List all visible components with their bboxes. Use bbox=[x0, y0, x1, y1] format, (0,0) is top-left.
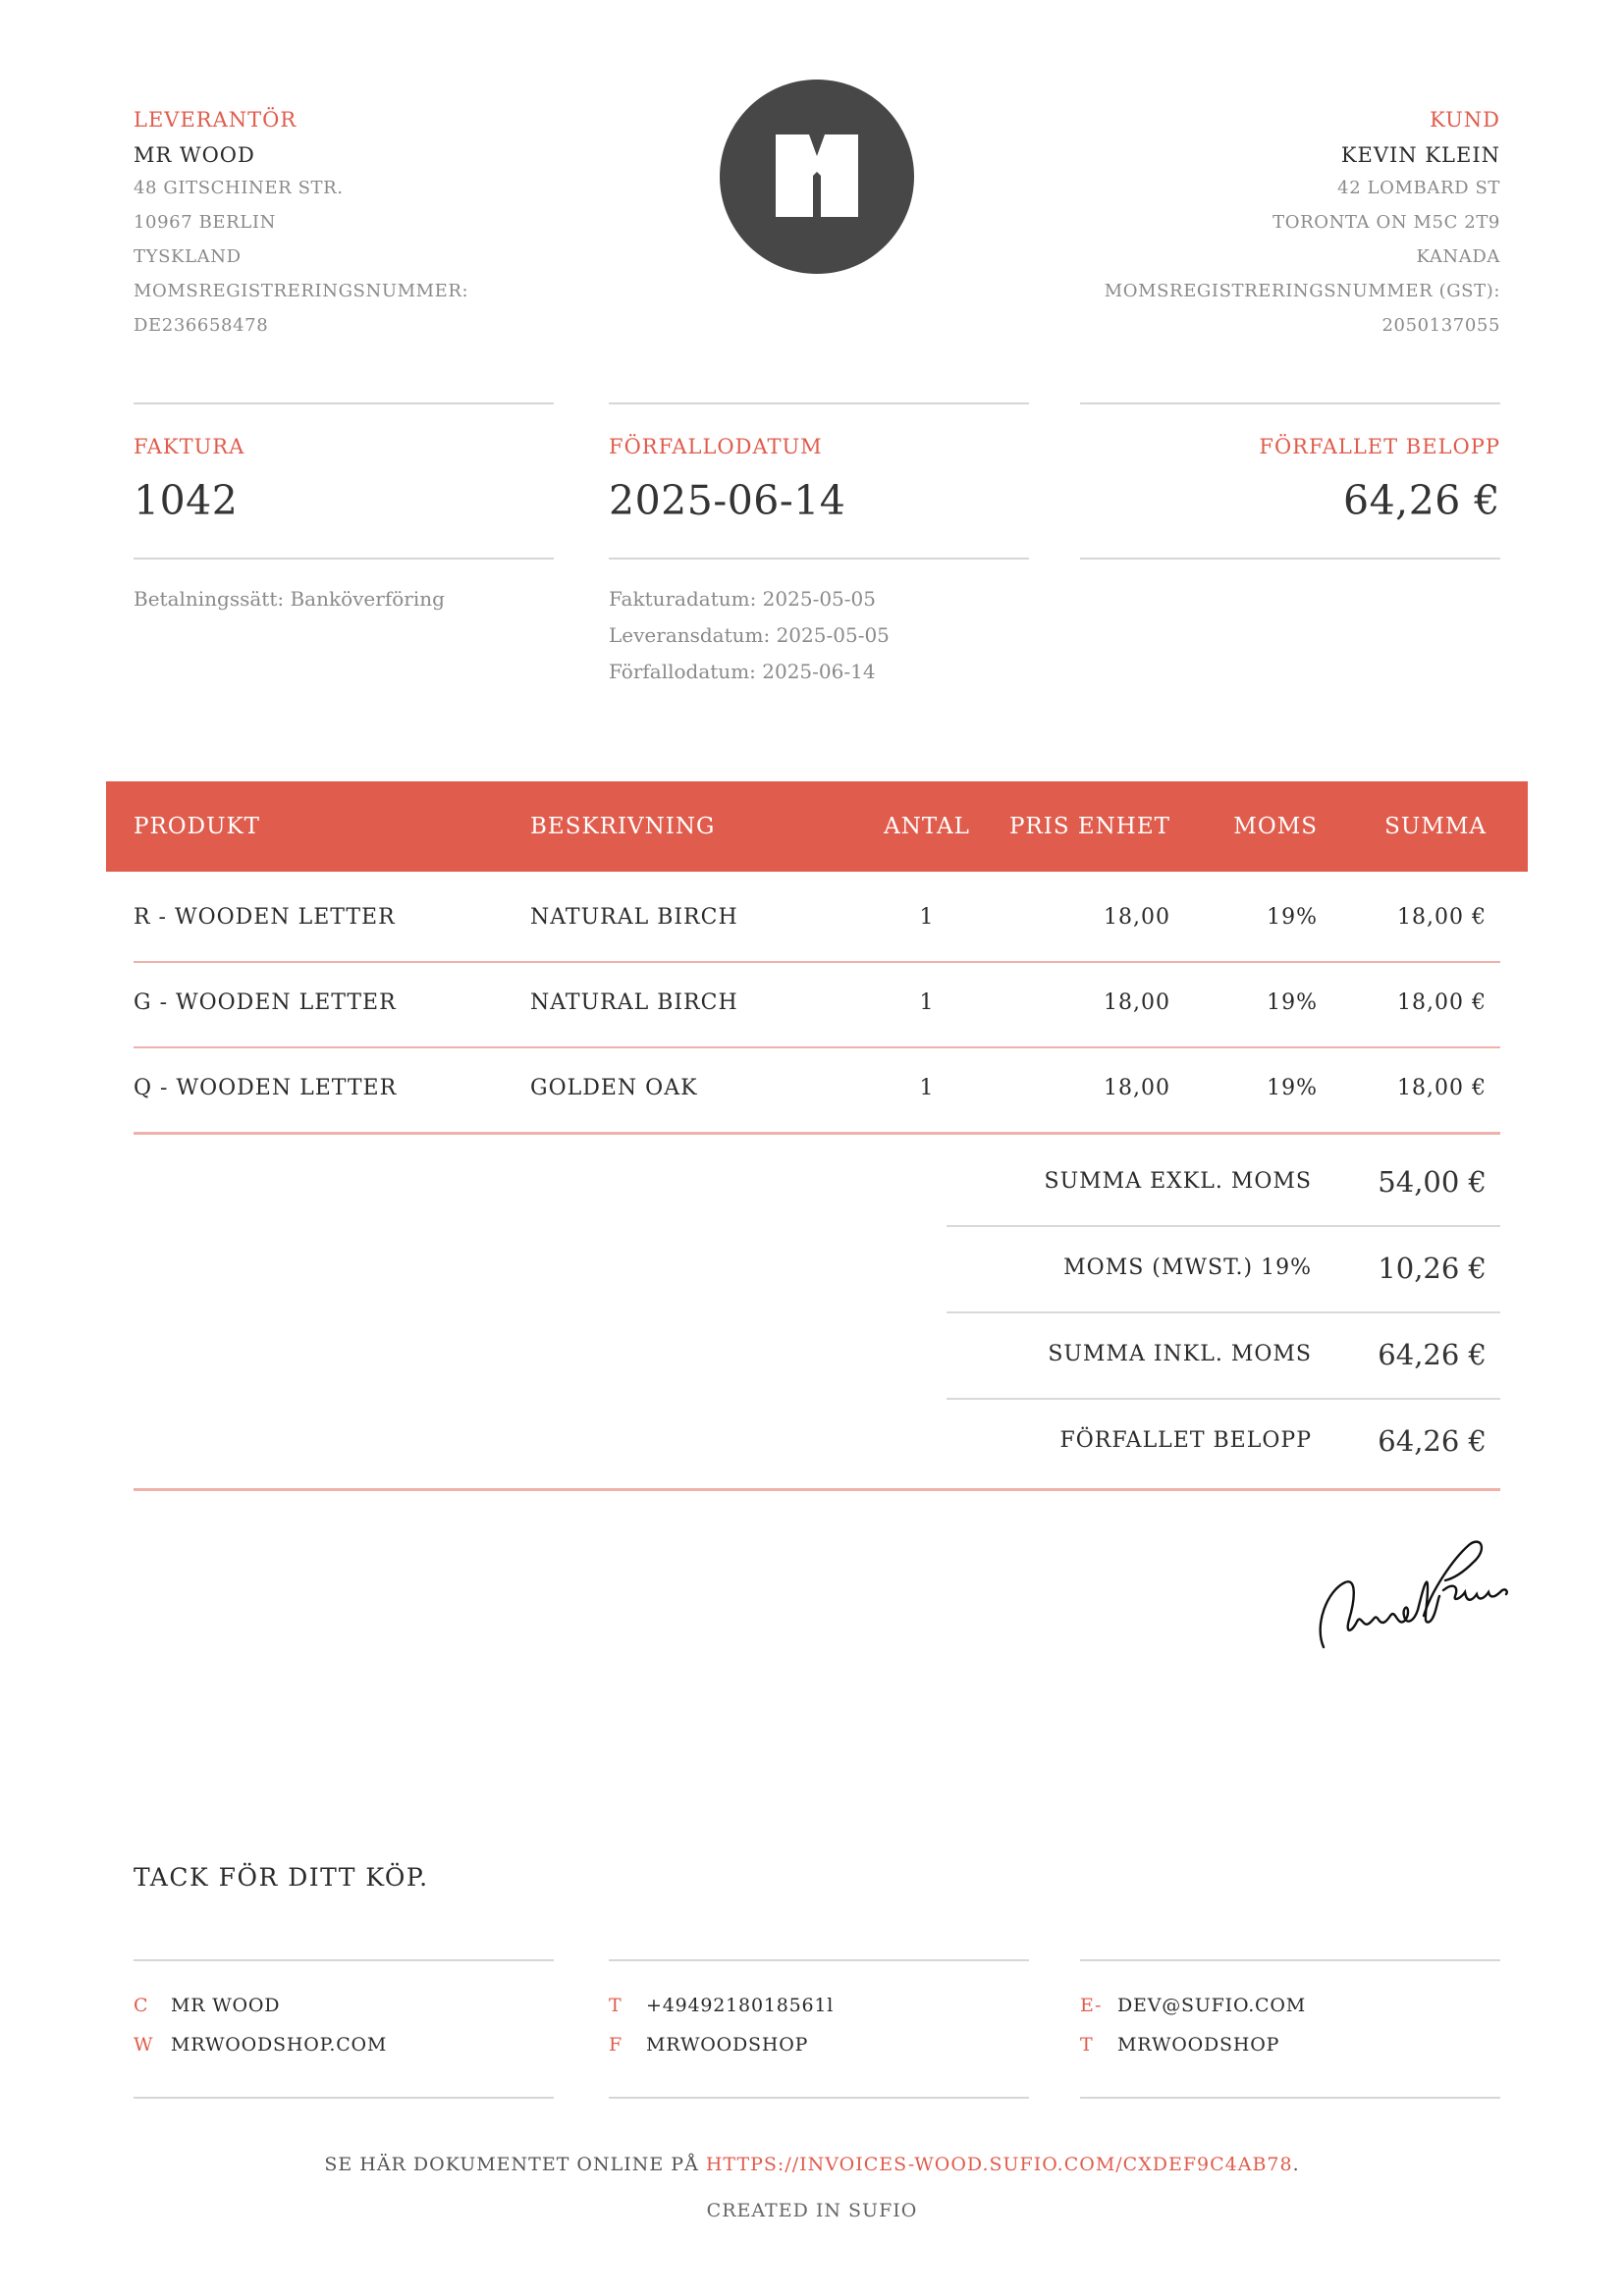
online-prefix: SE HÄR DOKUMENTET ONLINE PÅ bbox=[324, 2154, 706, 2175]
customer-address-line: KANADA bbox=[1416, 246, 1500, 267]
invoice-date: Fakturadatum: 2025-05-05 bbox=[609, 587, 876, 611]
customer-vat-label: MOMSREGISTRERINGSNUMMER (GST): bbox=[1104, 281, 1500, 301]
contact-column-phone bbox=[609, 1959, 1029, 2099]
supplier-address-line: TYSKLAND bbox=[134, 246, 242, 267]
amount-due-total-label: FÖRFALLET BELOPP bbox=[1059, 1428, 1312, 1453]
subtotal-row bbox=[947, 1139, 1500, 1225]
column-header-unit-price: PRIS ENHET bbox=[1008, 814, 1170, 839]
delivery-date: Leveransdatum: 2025-05-05 bbox=[609, 623, 890, 647]
vat-total-value: 10,26 € bbox=[1378, 1252, 1487, 1285]
supplier-block bbox=[134, 108, 546, 343]
totals-bottom-rule bbox=[134, 1488, 1500, 1491]
amount-due-row bbox=[947, 1398, 1500, 1484]
amount-due-label: FÖRFALLET BELOPP bbox=[1259, 435, 1500, 458]
amount-due-value: 64,26 € bbox=[1343, 477, 1500, 524]
column-header-description: BESKRIVNING bbox=[530, 814, 716, 839]
column-header-qty: ANTAL bbox=[884, 814, 970, 839]
divider bbox=[609, 558, 1029, 560]
signature-image bbox=[1306, 1531, 1512, 1659]
product-cell: Q - WOODEN LETTER bbox=[134, 1076, 398, 1100]
table-header bbox=[106, 781, 1528, 872]
sum-cell: 18,00 € bbox=[1397, 990, 1487, 1015]
facebook-key: F bbox=[609, 2034, 623, 2056]
customer-address-line: 42 LOMBARD ST bbox=[1337, 178, 1500, 198]
email-address[interactable]: DEV@SUFIO.COM bbox=[1117, 1995, 1307, 2016]
vat-cell: 19% bbox=[1267, 1076, 1318, 1100]
customer-vat-number: 2050137055 bbox=[1381, 315, 1500, 336]
invoice-label: FAKTURA bbox=[134, 435, 245, 458]
sum-cell: 18,00 € bbox=[1397, 905, 1487, 930]
twitter-contact-line[interactable] bbox=[1080, 2034, 1279, 2056]
divider bbox=[134, 402, 554, 404]
logo-icon bbox=[720, 80, 914, 274]
total-incl-vat-value: 64,26 € bbox=[1378, 1338, 1487, 1371]
unit-price-cell: 18,00 bbox=[1104, 1076, 1170, 1100]
divider bbox=[1080, 402, 1500, 404]
unit-price-cell: 18,00 bbox=[1104, 990, 1170, 1015]
due-date-note: Förfallodatum: 2025-06-14 bbox=[609, 660, 876, 683]
company-logo bbox=[720, 80, 914, 274]
unit-price-cell: 18,00 bbox=[1104, 905, 1170, 930]
customer-name: KEVIN KLEIN bbox=[1340, 143, 1500, 167]
sum-cell: 18,00 € bbox=[1397, 1076, 1487, 1100]
amount-due-total-value: 64,26 € bbox=[1378, 1424, 1487, 1458]
vat-cell: 19% bbox=[1267, 905, 1318, 930]
website-contact-line[interactable] bbox=[134, 2034, 387, 2056]
customer-block bbox=[990, 108, 1500, 343]
table-row bbox=[134, 1046, 1500, 1131]
vat-total-label: MOMS (MWST.) 19% bbox=[1063, 1255, 1312, 1280]
phone-contact-line[interactable] bbox=[609, 1995, 834, 2016]
table-bottom-rule bbox=[134, 1132, 1500, 1135]
supplier-label: LEVERANTÖR bbox=[134, 108, 298, 132]
vat-cell: 19% bbox=[1267, 990, 1318, 1015]
subtotal-label: SUMMA EXKL. MOMS bbox=[1044, 1169, 1312, 1194]
supplier-address-line: 10967 BERLIN bbox=[134, 212, 276, 233]
due-date-value: 2025-06-14 bbox=[609, 477, 846, 524]
payment-method: Betalningssätt: Banköverföring bbox=[134, 587, 445, 611]
phone-key: T bbox=[609, 1995, 623, 2016]
contact-column-company bbox=[134, 1959, 554, 2099]
company-contact-line bbox=[134, 1995, 280, 2016]
product-cell: G - WOODEN LETTER bbox=[134, 990, 397, 1015]
contact-column-email bbox=[1080, 1959, 1500, 2099]
website-key: W bbox=[134, 2034, 154, 2056]
email-contact-line[interactable] bbox=[1080, 1995, 1306, 2016]
twitter-key: T bbox=[1080, 2034, 1094, 2056]
thank-you-message: TACK FÖR DITT KÖP. bbox=[134, 1863, 429, 1892]
divider bbox=[609, 402, 1029, 404]
online-document-link[interactable]: HTTPS://INVOICES-WOOD.SUFIO.COM/CXDEF9C4AB78 bbox=[705, 2154, 1293, 2175]
column-header-product: PRODUKT bbox=[134, 814, 260, 839]
product-cell: R - WOODEN LETTER bbox=[134, 905, 396, 930]
total-incl-vat-label: SUMMA INKL. MOMS bbox=[1048, 1342, 1312, 1366]
qty-cell: 1 bbox=[919, 905, 935, 930]
description-cell: NATURAL BIRCH bbox=[530, 905, 738, 930]
due-date-label: FÖRFALLODATUM bbox=[609, 435, 823, 458]
email-key: E- bbox=[1080, 1995, 1103, 2016]
twitter-handle[interactable]: MRWOODSHOP bbox=[1117, 2034, 1280, 2056]
description-cell: GOLDEN OAK bbox=[530, 1076, 698, 1100]
qty-cell: 1 bbox=[919, 990, 935, 1015]
vat-total-row bbox=[947, 1225, 1500, 1311]
divider bbox=[134, 558, 554, 560]
invoice-number: 1042 bbox=[134, 477, 239, 524]
qty-cell: 1 bbox=[919, 1076, 935, 1100]
customer-address-line: TORONTA ON M5C 2T9 bbox=[1272, 212, 1500, 233]
table-row bbox=[134, 876, 1500, 960]
online-suffix: . bbox=[1292, 2154, 1300, 2175]
facebook-handle[interactable]: MRWOODSHOP bbox=[646, 2034, 809, 2056]
column-header-sum: SUMMA bbox=[1384, 814, 1487, 839]
date-notes bbox=[609, 581, 890, 690]
table-row bbox=[134, 961, 1500, 1045]
company-name: MR WOOD bbox=[171, 1995, 281, 2016]
phone-number[interactable]: +4949218018561l bbox=[646, 1995, 835, 2016]
total-incl-vat-row bbox=[947, 1311, 1500, 1398]
signature-icon bbox=[1306, 1531, 1512, 1659]
created-in-sufio: CREATED IN SUFIO bbox=[706, 2200, 918, 2221]
supplier-name: MR WOOD bbox=[134, 143, 255, 167]
supplier-vat-number: DE236658478 bbox=[134, 315, 269, 336]
website-link[interactable]: MRWOODSHOP.COM bbox=[171, 2034, 388, 2056]
divider bbox=[1080, 558, 1500, 560]
supplier-vat-label: MOMSREGISTRERINGSNUMMER: bbox=[134, 281, 469, 301]
company-key: C bbox=[134, 1995, 149, 2016]
online-document-notice bbox=[0, 2154, 1624, 2175]
facebook-contact-line[interactable] bbox=[609, 2034, 808, 2056]
description-cell: NATURAL BIRCH bbox=[530, 990, 738, 1015]
customer-label: KUND bbox=[1430, 108, 1500, 132]
supplier-address-line: 48 GITSCHINER STR. bbox=[134, 178, 344, 198]
subtotal-value: 54,00 € bbox=[1378, 1165, 1487, 1199]
column-header-vat: MOMS bbox=[1233, 814, 1318, 839]
